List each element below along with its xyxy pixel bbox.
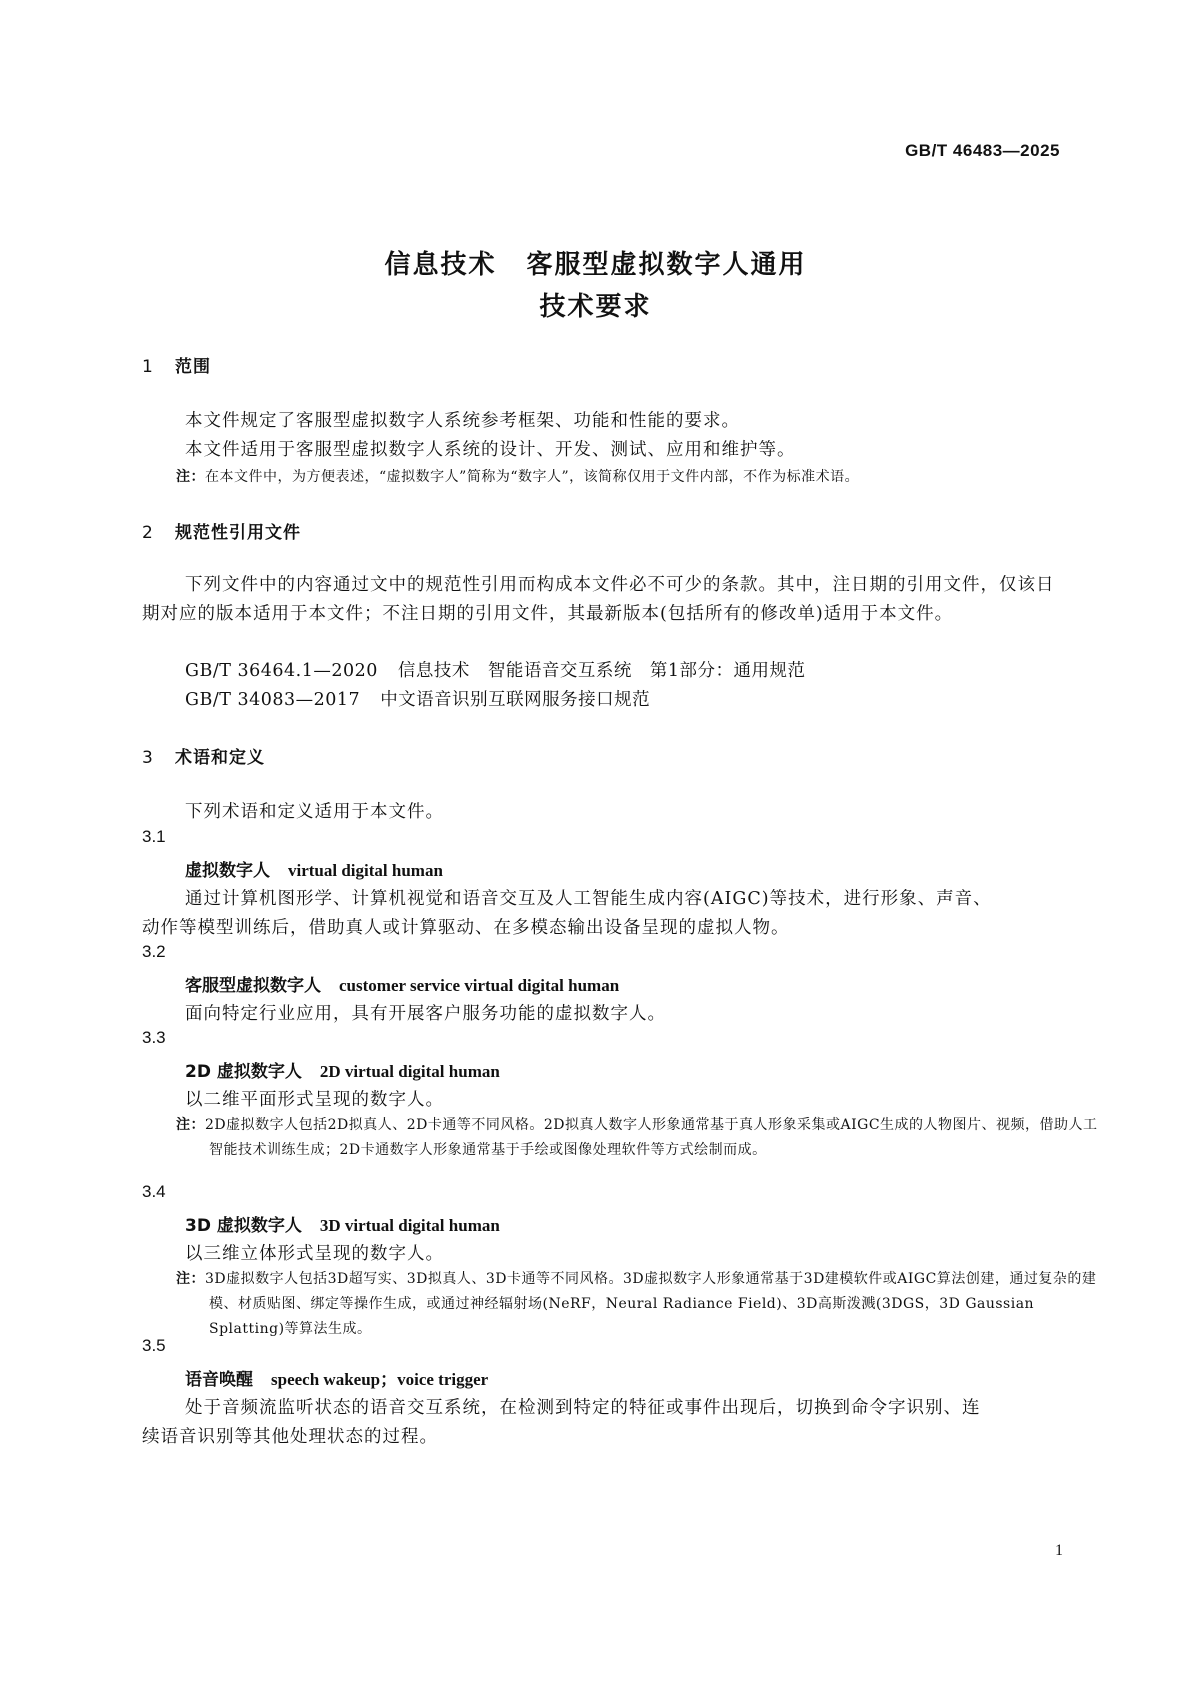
section-1-note: [176, 466, 859, 486]
note-text: 3D虚拟数字人包括3D超写实、3D拟真人、3D卡通等不同风格。3D虚拟数字人形象通常基于3D建模软件或AIGC算法创建，通过复杂的建模、材质贴图、绑定等操作生成，或通过神经辐射场(NeRF，Neural Radiance Field)、3D高斯泼溅(3DGS，3D Gaussian Splatting)等算法生成。: [205, 1271, 1097, 1337]
reference-code: GB/T 34083—2017: [185, 690, 361, 710]
term-zh: 3D 虚拟数字人: [185, 1216, 302, 1236]
note-text: 在本文件中，为方便表述，“虚拟数字人”简称为“数字人”，该简称仅用于文件内部，不作为标准术语。: [205, 469, 860, 485]
term-heading: [185, 1057, 500, 1082]
term-heading: [185, 856, 443, 881]
reference-code: GB/T 36464.1—2020: [185, 661, 378, 681]
term-definition-line: 动作等模型训练后，借助真人或计算驱动、在多模态输出设备呈现的虚拟人物。: [142, 918, 790, 938]
note-label: 注：: [176, 1117, 205, 1133]
term-number: 3.5: [142, 1336, 166, 1355]
term-number: 3.2: [142, 942, 166, 961]
term-en: virtual digital human: [288, 861, 443, 880]
page-number: 1: [1055, 1542, 1063, 1559]
section-1-paragraph-1: 本文件规定了客服型虚拟数字人系统参考框架、功能和性能的要求。: [185, 411, 740, 431]
note-text: 2D虚拟数字人包括2D拟真人、2D卡通等不同风格。2D拟真人数字人形象通常基于真人形象采集或AIGC生成的人物图片、视频，借助人工智能技术训练生成；2D卡通数字人形象通常基于手绘或图像处理软件等方式绘制而成。: [205, 1117, 1098, 1158]
term-heading: [185, 971, 619, 996]
normative-reference-2: [185, 686, 650, 711]
reference-title: 信息技术 智能语音交互系统 第1部分：通用规范: [397, 661, 806, 681]
term-heading: [185, 1365, 488, 1390]
section-title: 术语和定义: [175, 748, 265, 768]
paragraph-text: 下列文件中的内容通过文中的规范性引用而构成本文件必不可少的条款。其中，注日期的引用文件，仅该日期对应的版本适用于本文件；不注日期的引用文件，其最新版本(包括所有的修改单)适用于本文件。: [142, 575, 1055, 624]
title-part-a: 信息技术: [384, 250, 497, 280]
term-number: 3.1: [142, 827, 166, 846]
term-note: [176, 1113, 1099, 1163]
section-title: 范围: [175, 357, 211, 377]
note-label: 注：: [176, 469, 205, 485]
term-heading: [185, 1211, 500, 1236]
normative-reference-1: [185, 657, 806, 682]
section-title: 规范性引用文件: [175, 523, 301, 543]
term-definition-line: 以二维平面形式呈现的数字人。: [185, 1090, 444, 1110]
term-en: customer service virtual digital human: [339, 976, 620, 995]
section-2-heading: [142, 518, 301, 543]
section-3-intro: 下列术语和定义适用于本文件。: [185, 802, 444, 822]
term-definition-line: 通过计算机图形学、计算机视觉和语音交互及人工智能生成内容(AIGC)等技术，进行形象、声音、: [185, 889, 992, 909]
section-number: 1: [142, 357, 154, 377]
term-number: 3.4: [142, 1182, 166, 1201]
section-1-heading: [142, 352, 211, 377]
standard-code: GB/T 46483—2025: [905, 141, 1060, 160]
section-number: 2: [142, 523, 154, 543]
section-1-paragraph-2: 本文件适用于客服型虚拟数字人系统的设计、开发、测试、应用和维护等。: [185, 440, 796, 460]
term-zh: 客服型虚拟数字人: [185, 976, 321, 996]
term-definition-line: 以三维立体形式呈现的数字人。: [185, 1244, 444, 1264]
term-zh: 2D 虚拟数字人: [185, 1062, 302, 1082]
term-en: 3D virtual digital human: [319, 1216, 500, 1235]
title-part-b: 客服型虚拟数字人通用: [526, 250, 807, 280]
term-note: [176, 1267, 1099, 1342]
section-3-heading: [142, 743, 265, 768]
section-2-paragraph: [142, 571, 1062, 629]
reference-title: 中文语音识别互联网服务接口规范: [380, 690, 651, 710]
term-definition-line: 续语音识别等其他处理状态的过程。: [142, 1427, 438, 1447]
term-zh: 虚拟数字人: [185, 861, 270, 881]
term-definition-line: 处于音频流监听状态的语音交互系统，在检测到特定的特征或事件出现后，切换到命令字识别、连: [185, 1398, 981, 1418]
document-title-line1: [0, 244, 1191, 281]
term-en: 2D virtual digital human: [319, 1062, 500, 1081]
section-number: 3: [142, 748, 154, 768]
term-number: 3.3: [142, 1028, 166, 1047]
document-title-line2: 技术要求: [539, 292, 652, 322]
term-zh: 语音唤醒: [185, 1370, 253, 1390]
term-en: speech wakeup；voice trigger: [271, 1370, 489, 1389]
term-definition-line: 面向特定行业应用，具有开展客户服务功能的虚拟数字人。: [185, 1004, 666, 1024]
note-label: 注：: [176, 1271, 205, 1287]
